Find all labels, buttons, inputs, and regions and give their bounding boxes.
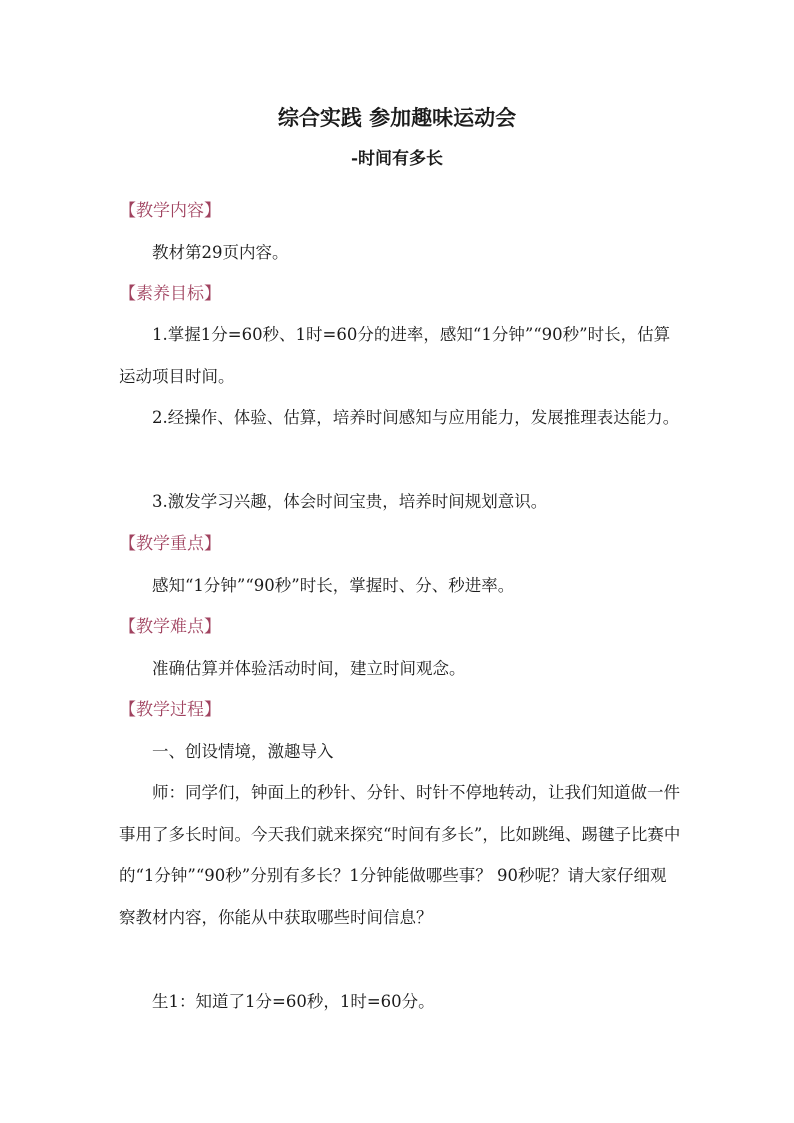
section-heading-key-points: 【教学重点】	[119, 534, 221, 554]
section-heading-goals: 【素养目标】	[119, 284, 221, 304]
section-heading-content: 【教学内容】	[119, 201, 221, 221]
goal-item-2: 2.经操作、体验、估算，培养时间感知与应用能力，发展推理表达能力。	[152, 408, 680, 427]
document-subtitle: -时间有多长	[350, 149, 444, 169]
section-heading-difficulties: 【教学难点】	[119, 617, 221, 637]
process-step-1: 一、创设情境，激趣导入	[152, 742, 334, 761]
teacher-paragraph: 师：同学们，钟面上的秒针、分针、时针不停地转动，让我们知道做一件事用了多长时间。今天我们就来探究“时间有多长”，比如跳绳、踢毽子比赛中的“1分钟”“90秒”分别有多长？1分钟能做哪些事？ 90秒呢？请大家仔细观察教材内容，你能从中获取哪些时间信息？	[119, 783, 681, 927]
difficulties-text: 准确估算并体验活动时间，建立时间观念。	[152, 659, 466, 678]
content-text: 教材第29页内容。	[152, 243, 289, 262]
goal-item-3: 3.激发学习兴趣，体会时间宝贵，培养时间规划意识。	[152, 492, 548, 511]
student-1-answer: 生1：知道了1分=60秒，1时=60分。	[152, 992, 435, 1011]
section-heading-process: 【教学过程】	[119, 700, 221, 720]
document-title: 综合实践 参加趣味运动会	[277, 105, 517, 130]
goal-item-1: 1.掌握1分=60秒、1时=60分的进率，感知“1分钟”“90秒”时长，估算运动项目时间。	[119, 325, 671, 386]
key-points-text: 感知“1分钟”“90秒”时长，掌握时、分、秒进率。	[152, 576, 515, 595]
